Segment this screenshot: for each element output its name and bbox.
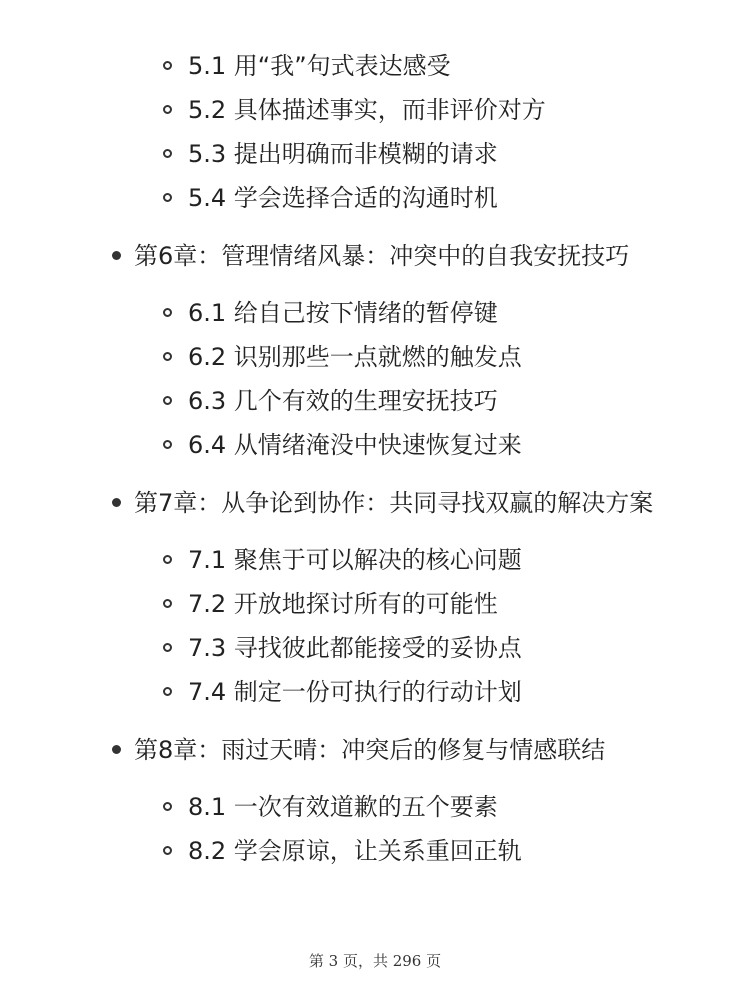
chapter-6-sections bbox=[0, 291, 750, 467]
toc-item-label: 7.4 制定一份可执行的行动计划 bbox=[188, 678, 522, 706]
toc-item-label: 6.4 从情绪淹没中快速恢复过来 bbox=[188, 431, 522, 459]
toc-item-6-2[interactable] bbox=[0, 335, 750, 379]
toc-item-label: 8.2 学会原谅，让关系重回正轨 bbox=[188, 837, 522, 865]
hollow-bullet-icon bbox=[163, 61, 172, 70]
hollow-bullet-icon bbox=[163, 352, 172, 361]
chapter-5-sections bbox=[0, 44, 750, 220]
chapter-title: 第6章：管理情绪风暴：冲突中的自我安抚技巧 bbox=[134, 242, 630, 270]
page-number-footer: 第 3 页，共 296 页 bbox=[308, 952, 442, 970]
toc-item-label: 5.1 用“我”句式表达感受 bbox=[188, 52, 451, 80]
hollow-bullet-icon bbox=[163, 846, 172, 855]
hollow-bullet-icon bbox=[163, 802, 172, 811]
toc-item-7-2[interactable] bbox=[0, 582, 750, 626]
toc-item-label: 7.3 寻找彼此都能接受的妥协点 bbox=[188, 634, 522, 662]
toc-item-label: 5.2 具体描述事实，而非评价对方 bbox=[188, 96, 546, 124]
toc-item-label: 6.1 给自己按下情绪的暂停键 bbox=[188, 299, 498, 327]
toc-item-label: 5.3 提出明确而非模糊的请求 bbox=[188, 140, 498, 168]
toc-item-label: 6.2 识别那些一点就燃的触发点 bbox=[188, 343, 522, 371]
hollow-bullet-icon bbox=[163, 396, 172, 405]
toc-item-7-3[interactable] bbox=[0, 626, 750, 670]
chapter-7-sections bbox=[0, 538, 750, 714]
toc-item-5-1[interactable] bbox=[0, 44, 750, 88]
toc-chapter-6[interactable] bbox=[0, 235, 674, 277]
chapter-title: 第7章：从争论到协作：共同寻找双赢的解决方案 bbox=[134, 489, 654, 517]
hollow-bullet-icon bbox=[163, 643, 172, 652]
toc-item-label: 7.2 开放地探讨所有的可能性 bbox=[188, 590, 498, 618]
toc-item-6-1[interactable] bbox=[0, 291, 750, 335]
toc-item-7-4[interactable] bbox=[0, 670, 750, 714]
toc-chapter-8[interactable] bbox=[0, 729, 674, 771]
filled-bullet-icon bbox=[112, 745, 121, 754]
toc-item-8-2[interactable] bbox=[0, 829, 750, 873]
toc-item-8-1[interactable] bbox=[0, 785, 750, 829]
hollow-bullet-icon bbox=[163, 193, 172, 202]
toc-item-6-4[interactable] bbox=[0, 423, 750, 467]
hollow-bullet-icon bbox=[163, 599, 172, 608]
hollow-bullet-icon bbox=[163, 555, 172, 564]
toc-item-label: 6.3 几个有效的生理安抚技巧 bbox=[188, 387, 498, 415]
chapter-8-sections bbox=[0, 785, 750, 873]
toc-item-7-1[interactable] bbox=[0, 538, 750, 582]
toc-item-label: 5.4 学会选择合适的沟通时机 bbox=[188, 184, 498, 212]
toc-item-6-3[interactable] bbox=[0, 379, 750, 423]
filled-bullet-icon bbox=[112, 251, 121, 260]
hollow-bullet-icon bbox=[163, 308, 172, 317]
toc-item-5-3[interactable] bbox=[0, 132, 750, 176]
toc-item-5-4[interactable] bbox=[0, 176, 750, 220]
toc-item-5-2[interactable] bbox=[0, 88, 750, 132]
table-of-contents bbox=[0, 44, 750, 873]
hollow-bullet-icon bbox=[163, 105, 172, 114]
toc-item-label: 8.1 一次有效道歉的五个要素 bbox=[188, 793, 498, 821]
hollow-bullet-icon bbox=[163, 440, 172, 449]
hollow-bullet-icon bbox=[163, 687, 172, 696]
filled-bullet-icon bbox=[112, 498, 121, 507]
hollow-bullet-icon bbox=[163, 149, 172, 158]
toc-chapter-7[interactable] bbox=[0, 482, 674, 524]
chapter-title: 第8章：雨过天晴：冲突后的修复与情感联结 bbox=[134, 736, 606, 764]
toc-item-label: 7.1 聚焦于可以解决的核心问题 bbox=[188, 546, 522, 574]
